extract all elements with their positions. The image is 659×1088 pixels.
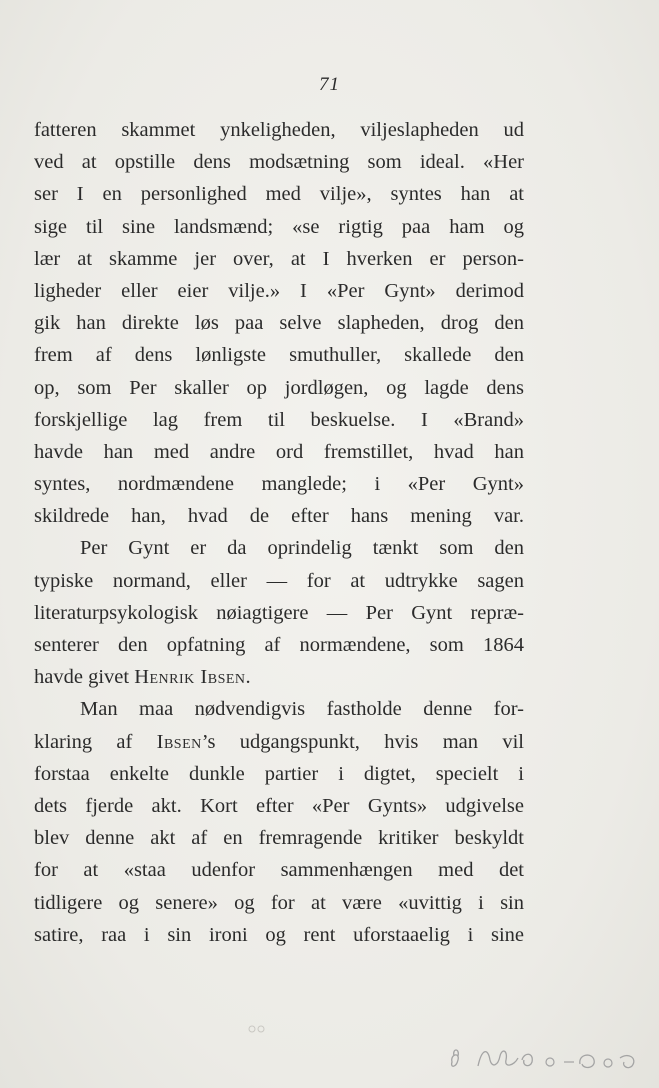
text-line: Man maa nødvendigvis fastholde denne for- [80, 698, 524, 721]
text-line: sige til sine landsmænd; «se rigtig paa ham og [34, 215, 524, 238]
text-line: forstaa enkelte dunkle partier i digtet, specielt i [34, 762, 524, 785]
text-line: satire, raa i sin ironi og rent uforstaaelig i sine [34, 923, 524, 946]
text-line: dets fjerde akt. Kort efter «Per Gynts» udgivelse [34, 794, 524, 817]
text-fragment: havde givet [34, 666, 135, 689]
text-line: ligheder eller eier vilje.» I «Per Gynt» derimod [34, 279, 524, 302]
pencil-annotation [448, 1036, 648, 1076]
text-line: gik han direkte løs paa selve slapheden, drog den [34, 312, 524, 335]
text-fragment: klaring af [34, 730, 157, 753]
text-line: literaturpsykologisk nøiagtigere — Per Gynt repræ- [34, 601, 524, 624]
text-line: typiske normand, eller — for at udtrykke sagen [34, 569, 524, 592]
text-line: skildrede han, hvad de efter hans mening var. [34, 505, 524, 528]
text-line: havde han med andre ord fremstillet, hvad han [34, 440, 524, 463]
text-line: for at «staa udenfor sammenhængen med det [34, 859, 524, 882]
author-name: Henrik Ibsen [134, 666, 246, 689]
text-line: blev denne akt af en fremragende kritiker beskyldt [34, 827, 524, 850]
text-line: frem af dens lønligste smuthuller, skallede den [34, 344, 524, 367]
body-text [34, 114, 524, 951]
text-fragment: ’s udgangspunkt, hvis man vil [201, 730, 524, 753]
text-line: senterer den opfatning af normændene, som 1864 [34, 634, 524, 656]
text-line: syntes, nordmændene manglede; i «Per Gynt» [34, 473, 524, 496]
text-line: op, som Per skaller op jordløgen, og lagde dens [34, 376, 524, 399]
text-fragment: . [245, 666, 251, 689]
text-line: tidligere og senere» og for at være «uvittig i sin [34, 891, 524, 914]
text-line [34, 726, 524, 758]
text-line: ser I en personlighed med vilje», syntes han at [34, 183, 524, 206]
text-line: lær at skamme jer over, at I hverken er person- [34, 247, 524, 270]
text-line: ved at opstille dens modsætning som ideal. «Her [34, 151, 524, 174]
text-line [34, 661, 524, 693]
text-line: forskjellige lag frem til beskuelse. I «Brand» [34, 408, 524, 431]
text-line: Per Gynt er da oprindelig tænkt som den [80, 537, 524, 560]
text-line: fatteren skammet ynkeligheden, viljeslapheden ud [34, 119, 524, 141]
page-number: 71 [319, 74, 340, 95]
faint-print-mark [244, 1020, 274, 1036]
author-name: Ibsen [156, 730, 202, 753]
